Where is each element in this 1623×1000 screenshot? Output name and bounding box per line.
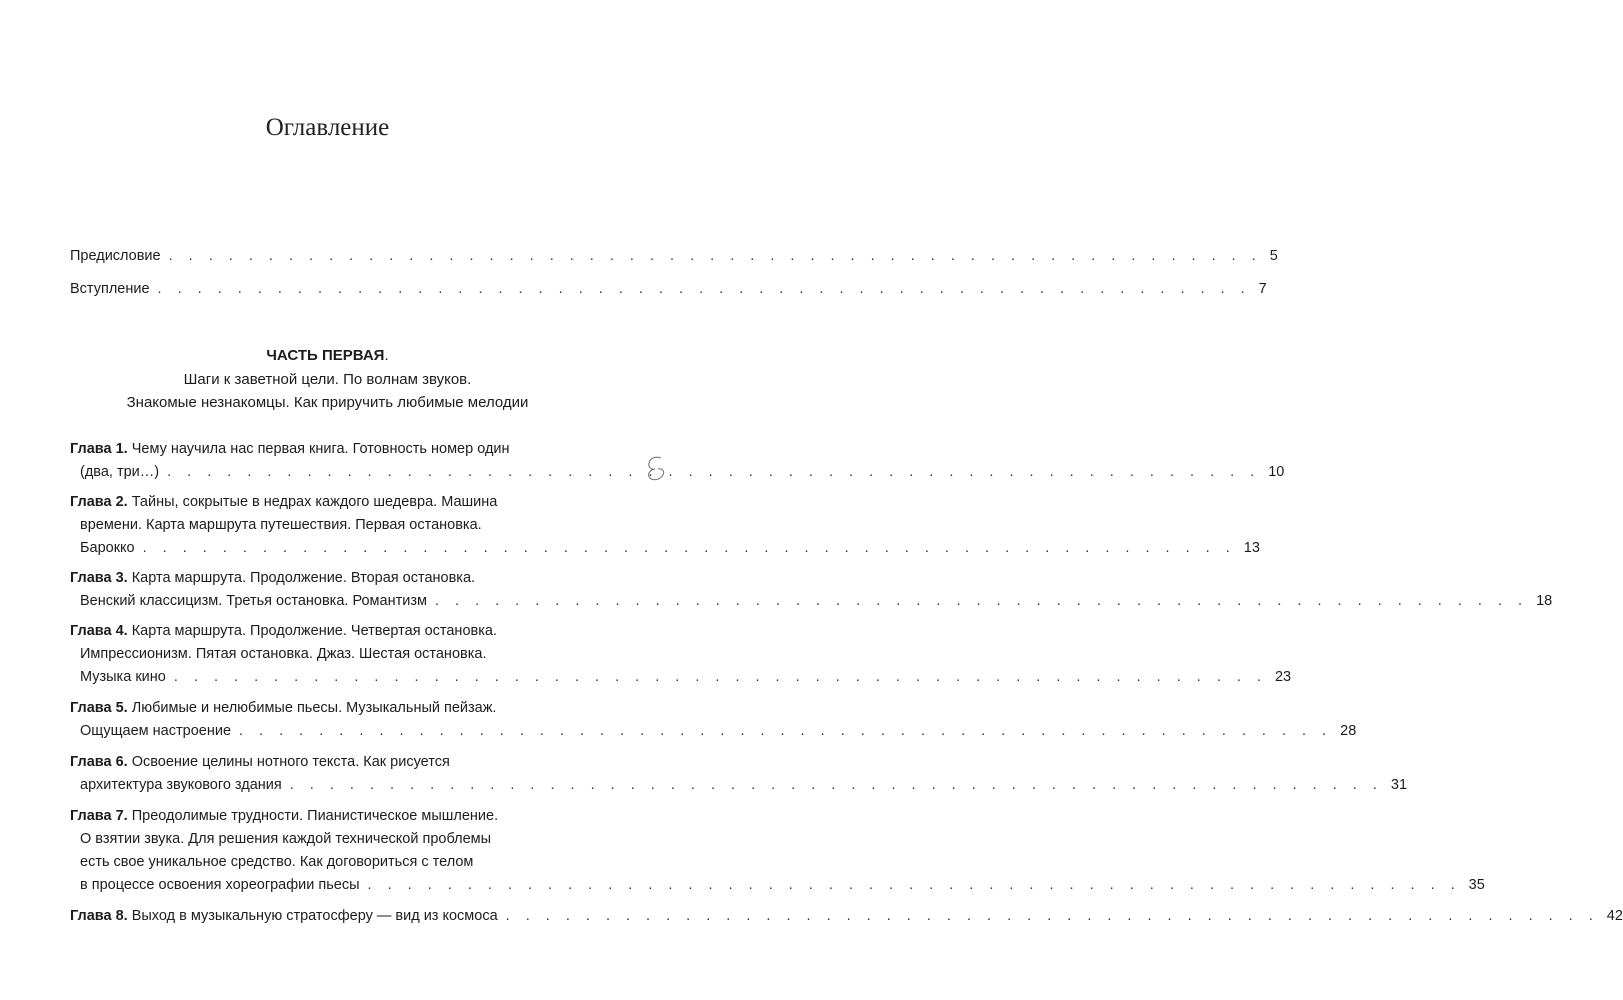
stylized-letter-emblem-icon bbox=[645, 455, 667, 488]
chapter-6-last-line[interactable]: архитектура звукового здания . . . . . . . . . . . . . . . . . . . . . . . . . . . . . . . . . . . . . . . . . . . . . . . . . . . . . . . 31 bbox=[80, 774, 587, 796]
toc-page-number: 23 bbox=[1274, 669, 1292, 685]
chapter-number: Глава 3. bbox=[70, 570, 128, 586]
page-title: Оглавление bbox=[265, 114, 390, 141]
dot-leader: . . . . . . . . . . . . . . . . . . . . . . . . . . . . . . . . . . . . . . . . . . . . . . . . . . . . . . . bbox=[157, 281, 1251, 297]
chapter-3-last-line[interactable]: Венский классицизм. Третья остановка. Романтизм . . . . . . . . . . . . . . . . . . . . . . . . . . . . . . . . . . . . . . . . . . . . . . . . . . . . . . . 18 bbox=[80, 590, 587, 612]
chapter-8-line[interactable]: Глава 8. Выход в музыкальную стратосферу — вид из космоса . . . . . . . . . . . . . . . . . . . . . . . . . . . . . . . . . . . . . . . . . . . . . . . . . . . . . . . 42 bbox=[70, 905, 587, 927]
chapter-number: Глава 1. bbox=[70, 441, 128, 457]
dot-leader: . . . . . . . . . . . . . . . . . . . . . . . . . . . . . . . . . . . . . . . . . . . . . . . . . . . . . . . bbox=[289, 777, 1383, 793]
emblem-glyph bbox=[645, 455, 667, 481]
toc-entry-introduction[interactable] bbox=[70, 278, 1267, 300]
chapter-3-line-1[interactable]: Глава 3. Карта маршрута. Продолжение. Вторая остановка. bbox=[70, 570, 476, 586]
chapter-4-line-2[interactable]: Импрессионизм. Пятая остановка. Джаз. Шестая остановка. bbox=[80, 646, 487, 662]
toc-entry-label: Вступление bbox=[70, 281, 150, 297]
part-title bbox=[0, 345, 655, 367]
chapter-number: Глава 4. bbox=[70, 623, 128, 639]
chapter-2-line-2[interactable]: времени. Карта маршрута путешествия. Первая остановка. bbox=[80, 517, 482, 533]
toc-page-number: 10 bbox=[1268, 464, 1285, 480]
chapter-7-line-3[interactable]: есть свое уникальное средство. Как договориться с телом bbox=[80, 854, 474, 870]
toc-page-number: 18 bbox=[1536, 593, 1553, 609]
toc-entry-preface[interactable] bbox=[70, 245, 1278, 267]
toc-page-number: 28 bbox=[1340, 723, 1357, 739]
dot-leader: . . . . . . . . . . . . . . . . . . . . . . . . . . . . . . . . . . . . . . . . . . . . . . . . . . . . . . . bbox=[142, 540, 1236, 556]
chapter-7-line-1[interactable]: Глава 7. Преодолимые трудности. Пианистическое мышление. bbox=[70, 808, 499, 824]
dot-leader: . . . . . . . . . . . . . . . . . . . . . . . . . . . . . . . . . . . . . . . . . . . . . . . . . . . . . . . bbox=[173, 669, 1267, 685]
toc-page-number: 5 bbox=[1269, 248, 1278, 264]
chapter-number: Глава 5. bbox=[70, 700, 128, 716]
toc-page-number: 35 bbox=[1468, 877, 1485, 893]
dot-leader: . . . . . . . . . . . . . . . . . . . . . . . . . . . . . . . . . . . . . . . . . . . . . . . . . . . . . . . bbox=[239, 723, 1333, 739]
part-subtitle-line-1: Шаги к заветной цели. По волнам звуков. bbox=[183, 371, 472, 388]
dot-leader: . . . . . . . . . . . . . . . . . . . . . . . . . . . . . . . . . . . . . . . . . . . . . . . . . . . . . . . bbox=[434, 593, 1529, 609]
chapter-1-line-1[interactable]: Глава 1. Чему научила нас первая книга. Готовность номер один bbox=[70, 441, 510, 457]
part-title-text: ЧАСТЬ ПЕРВАЯ bbox=[266, 347, 385, 364]
dot-leader: . . . . . . . . . . . . . . . . . . . . . . . . . . . . . . . . . . . . . . . . . . . . . . . . . . . . . . . bbox=[505, 908, 1599, 924]
chapter-7-line-2[interactable]: О взятии звука. Для решения каждой технической проблемы bbox=[80, 831, 492, 847]
toc-page-number: 42 bbox=[1606, 908, 1623, 924]
dot-leader: . . . . . . . . . . . . . . . . . . . . . . . . . . . . . . . . . . . . . . . . . . . . . . . . . . . . . . . bbox=[367, 877, 1461, 893]
toc-page-number: 13 bbox=[1243, 540, 1260, 556]
chapter-4-line-1[interactable]: Глава 4. Карта маршрута. Продолжение. Четвертая остановка. bbox=[70, 623, 497, 639]
chapter-number: Глава 7. bbox=[70, 808, 128, 824]
chapter-2-last-line[interactable]: Барокко . . . . . . . . . . . . . . . . . . . . . . . . . . . . . . . . . . . . . . . . . . . . . . . . . . . . . . . 13 bbox=[80, 537, 587, 559]
chapter-5-last-line[interactable]: Ощущаем настроение . . . . . . . . . . . . . . . . . . . . . . . . . . . . . . . . . . . . . . . . . . . . . . . . . . . . . . . 28 bbox=[80, 720, 587, 742]
toc-page-number: 31 bbox=[1390, 777, 1408, 793]
chapter-6-line-1[interactable]: Глава 6. Освоение целины нотного текста. Как рисуется bbox=[70, 754, 450, 770]
dot-leader: . . . . . . . . . . . . . . . . . . . . . . . . . . . . . . . . . . . . . . . . . . . . . . . . . . . . . . . bbox=[167, 464, 1261, 480]
chapter-number: Глава 2. bbox=[70, 494, 128, 510]
toc-page-number: 7 bbox=[1258, 281, 1267, 297]
chapter-5-line-1[interactable]: Глава 5. Любимые и нелюбимые пьесы. Музыкальный пейзаж. bbox=[70, 700, 497, 716]
toc-entry-label: Предисловие bbox=[70, 248, 161, 264]
chapter-1-last-line[interactable]: (два, три…) . . . . . . . . . . . . . . . . . . . . . . . . . . . . . . . . . . . . . . . . . . . . . . . . . . . . . . . 10 bbox=[80, 461, 587, 483]
chapter-2-line-1[interactable]: Глава 2. Тайны, сокрытые в недрах каждого шедевра. Машина bbox=[70, 494, 498, 510]
dot-leader: . . . . . . . . . . . . . . . . . . . . . . . . . . . . . . . . . . . . . . . . . . . . . . . . . . . . . . . bbox=[168, 248, 1262, 264]
chapter-number: Глава 6. bbox=[70, 754, 128, 770]
part-title-dot: . bbox=[384, 347, 389, 364]
chapter-4-last-line[interactable]: Музыка кино . . . . . . . . . . . . . . . . . . . . . . . . . . . . . . . . . . . . . . . . . . . . . . . . . . . . . . . 23 bbox=[80, 666, 587, 688]
chapter-7-last-line[interactable]: в процессе освоения хореографии пьесы . . . . . . . . . . . . . . . . . . . . . . . . . . . . . . . . . . . . . . . . . . . . . . . . . . . . . . . 35 bbox=[80, 874, 587, 896]
part-subtitle-line-2: Знакомые незнакомцы. Как приручить любимые мелодии bbox=[126, 394, 529, 411]
chapter-number: Глава 8. bbox=[70, 908, 128, 924]
